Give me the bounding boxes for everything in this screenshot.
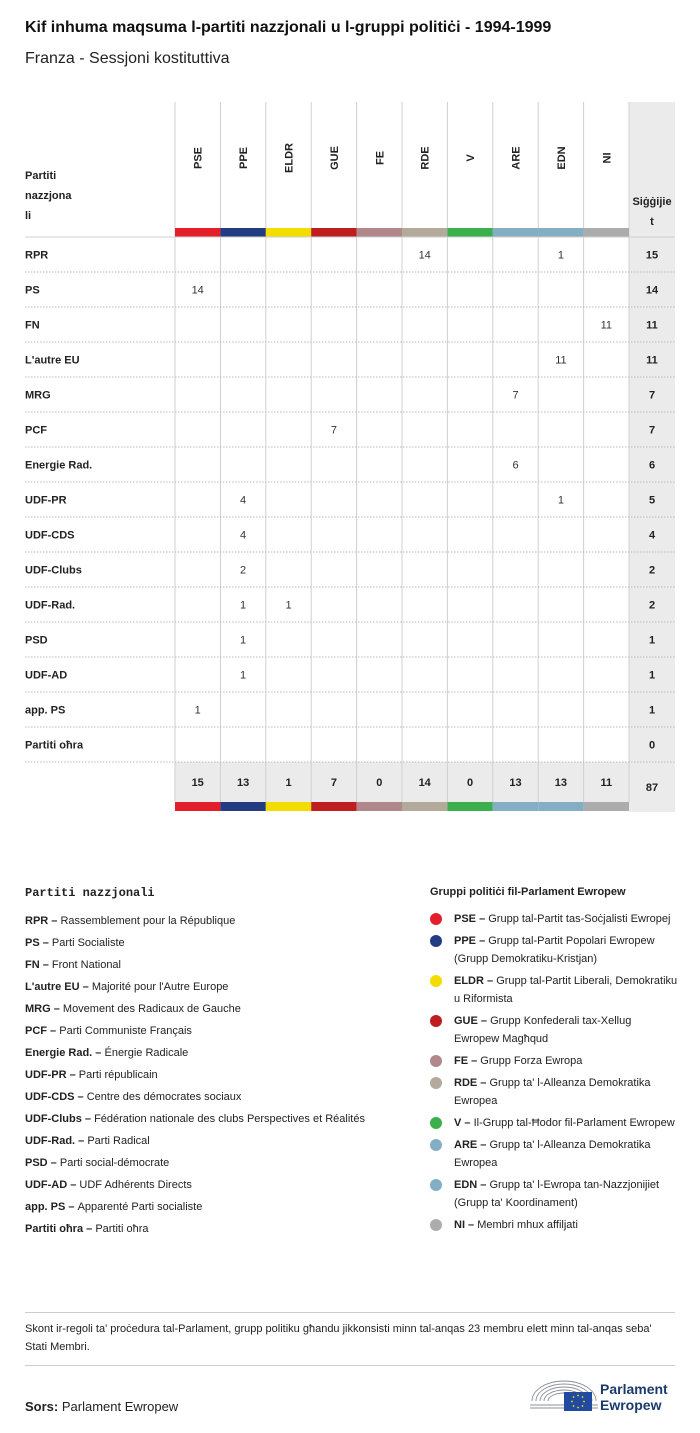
group-legend-name: Grupp tal-Partit Popolari Ewropew (Grupp Demokratiku-Kristjan)	[454, 935, 655, 965]
political-groups-legend	[430, 886, 678, 1238]
party-legend-code: Partiti oħra	[25, 1223, 84, 1235]
color-bar-edn	[538, 228, 583, 237]
row-header-label: li	[25, 210, 32, 222]
party-legend-name: Majorité pour l'Autre Europe	[91, 981, 229, 993]
color-bar-v	[447, 228, 492, 237]
group-color-dot	[430, 1139, 442, 1151]
column-header-fe: FE	[374, 150, 387, 166]
color-bar-fe	[357, 228, 402, 237]
total-header-label: Siġġijie	[632, 196, 672, 208]
group-legend-separator: –	[461, 1117, 474, 1129]
total-header-label: t	[650, 216, 654, 228]
row-total: 1	[648, 704, 656, 717]
group-color-dot	[430, 1117, 442, 1129]
column-header-eldr: ELDR	[283, 143, 296, 173]
color-bar-bottom-gue	[311, 802, 356, 811]
party-legend-separator: –	[50, 1003, 63, 1015]
party-legend-separator: –	[92, 1047, 105, 1059]
party-legend-separator: –	[75, 1135, 88, 1147]
column-header-are: ARE	[510, 146, 523, 170]
group-legend-name: Grupp Konfederali tax-Xellug Ewropew Magħqud	[454, 1015, 632, 1045]
group-legend-name: Grupp tal-Partit Liberali, Demokratiku u Riformista	[454, 975, 678, 1005]
party-legend-item	[25, 1154, 385, 1172]
source-text: Parlament Ewropew	[61, 1399, 179, 1414]
source-label: Sors:	[25, 1399, 59, 1414]
party-legend-separator: –	[39, 937, 52, 949]
group-legend-separator: –	[476, 913, 489, 925]
color-bar-bottom-edn	[538, 802, 583, 811]
column-header-gue: GUE	[328, 146, 341, 170]
cell-value: 1	[240, 669, 247, 682]
party-label: Energie Rad.	[25, 459, 93, 472]
party-legend-separator: –	[47, 1157, 60, 1169]
group-legend-name: Il-Grupp tal-Ħodor fil-Parlament Ewropew	[473, 1117, 675, 1129]
row-total: 2	[648, 599, 656, 612]
row-total: 1	[648, 634, 656, 647]
column-header-ppe: PPE	[238, 146, 251, 170]
column-total: 11	[600, 777, 613, 789]
party-legend-name: Parti Communiste Français	[59, 1025, 192, 1037]
row-total: 2	[648, 564, 656, 577]
divider	[25, 1365, 675, 1366]
color-bar-bottom-fe	[357, 802, 402, 811]
party-legend-item	[25, 1000, 385, 1018]
cell-value: 1	[240, 599, 247, 612]
cell-value: 7	[330, 424, 337, 437]
national-parties-legend	[25, 886, 385, 1242]
party-label: UDF-AD	[25, 669, 68, 682]
group-legend-separator: –	[465, 1219, 478, 1231]
party-legend-separator: –	[83, 1223, 96, 1235]
row-total: 15	[645, 249, 659, 262]
party-label: L'autre EU	[25, 354, 80, 367]
group-legend-name: Grupp Forza Ewropa	[480, 1055, 583, 1067]
party-label: UDF-Clubs	[25, 564, 82, 577]
row-total: 14	[645, 284, 659, 297]
color-bar-eldr	[266, 228, 311, 237]
column-header-rde: RDE	[419, 146, 432, 170]
row-header-label: Partiti	[25, 170, 57, 182]
group-legend-code: V	[454, 1117, 462, 1129]
column-total: 1	[285, 777, 292, 789]
party-label: UDF-Rad.	[25, 599, 76, 612]
page-subtitle: Franza - Sessjoni kostituttiva	[25, 50, 230, 67]
row-total: 11	[646, 319, 658, 332]
party-legend-name: Parti social-démocrate	[59, 1157, 170, 1169]
party-legend-code: FN	[25, 959, 40, 971]
group-legend-separator: –	[476, 935, 489, 947]
column-total: 7	[330, 777, 337, 789]
cell-value: 14	[191, 284, 204, 297]
party-legend-code: app. PS	[25, 1201, 66, 1213]
color-bar-ppe	[220, 228, 265, 237]
group-legend-code: PPE	[454, 935, 477, 947]
cell-value: 1	[557, 494, 564, 507]
group-legend-code: PSE	[454, 913, 477, 925]
group-legend-code: EDN	[454, 1179, 478, 1191]
group-color-dot	[430, 913, 442, 925]
party-label: PS	[25, 284, 40, 297]
cell-value: 11	[600, 319, 613, 332]
column-total: 13	[509, 777, 522, 789]
row-total: 7	[648, 424, 656, 437]
group-legend-item	[430, 932, 678, 968]
color-bar-are	[493, 228, 538, 237]
group-color-dot	[430, 1179, 442, 1191]
row-total: 11	[646, 354, 658, 367]
column-total: 0	[376, 777, 383, 789]
logo-line-1: Parlament	[600, 1381, 668, 1397]
party-legend-code: UDF-AD	[25, 1179, 68, 1191]
source	[25, 1399, 178, 1414]
party-legend-separator: –	[79, 981, 92, 993]
group-legend-code: GUE	[454, 1015, 478, 1027]
party-legend-code: Energie Rad.	[25, 1047, 93, 1059]
group-legend-code: ELDR	[454, 975, 484, 987]
logo-line-2: Ewropew	[600, 1397, 662, 1413]
group-legend-item	[430, 972, 678, 1008]
party-legend-code: L'autre EU	[25, 981, 80, 993]
group-legend-item	[430, 910, 678, 928]
group-legend-separator: –	[483, 975, 497, 987]
party-legend-name: Parti Socialiste	[51, 937, 125, 949]
column-total: 15	[191, 777, 204, 789]
national-parties-legend-heading: Partiti nazzjonali	[25, 886, 155, 900]
color-bar-bottom-ni	[584, 802, 629, 811]
party-legend-code: UDF-Clubs	[25, 1113, 82, 1125]
row-total: 4	[648, 529, 656, 542]
group-legend-name: Grupp ta' l-Ewropa tan-Nazzjonijiet (Grupp ta' Koordinament)	[454, 1179, 660, 1209]
group-legend-name: Grupp ta' l-Alleanza Demokratika Ewropea	[454, 1139, 651, 1169]
party-label: PCF	[25, 424, 47, 437]
party-label: Partiti oħra	[25, 739, 84, 752]
cell-value: 4	[240, 494, 247, 507]
party-legend-item	[25, 978, 385, 996]
group-legend-name: Grupp tal-Partit tas-Soċjalisti Ewropej	[488, 913, 671, 925]
party-label: RPR	[25, 249, 49, 262]
party-label: UDF-CDS	[25, 529, 75, 542]
column-header-v: V	[465, 154, 478, 162]
party-legend-code: PSD	[25, 1157, 48, 1169]
row-header-label: nazzjona	[25, 190, 72, 202]
cell-value: 7	[512, 389, 519, 402]
cell-value: 1	[240, 634, 247, 647]
party-legend-item	[25, 934, 385, 952]
group-color-dot	[430, 935, 442, 947]
party-legend-name: UDF Adhérents Directs	[79, 1179, 192, 1191]
party-legend-name: Movement des Radicaux de Gauche	[62, 1003, 241, 1015]
party-label: PSD	[25, 634, 48, 647]
cell-value: 1	[194, 704, 201, 717]
party-legend-code: UDF-Rad.	[25, 1135, 76, 1147]
group-color-dot	[430, 1055, 442, 1067]
row-total: 7	[648, 389, 656, 402]
group-legend-separator: –	[477, 1015, 491, 1027]
color-bar-bottom-are	[493, 802, 538, 811]
group-legend-code: ARE	[454, 1139, 478, 1151]
party-legend-name: Apparenté Parti socialiste	[77, 1201, 203, 1213]
party-legend-item	[25, 1220, 385, 1238]
group-legend-code: NI	[454, 1219, 465, 1231]
color-bar-bottom-pse	[175, 802, 220, 811]
divider	[25, 1312, 675, 1313]
party-legend-separator: –	[47, 1025, 60, 1037]
party-legend-code: PCF	[25, 1025, 47, 1037]
party-legend-name: Fédération nationale des clubs Perspectives et Réalités	[94, 1113, 365, 1125]
group-legend-item	[430, 1216, 678, 1234]
party-legend-item	[25, 956, 385, 974]
party-legend-name: Front National	[51, 959, 121, 971]
party-legend-name: Parti républicain	[78, 1069, 158, 1081]
party-label: FN	[25, 319, 40, 332]
row-total: 0	[648, 739, 656, 752]
party-legend-separator: –	[39, 959, 52, 971]
cell-value: 6	[512, 459, 519, 472]
party-legend-item	[25, 912, 385, 930]
group-legend-item	[430, 1012, 678, 1048]
row-total: 1	[648, 669, 656, 682]
party-label: app. PS	[25, 704, 66, 717]
group-legend-name: Grupp ta' l-Alleanza Demokratika Ewropea	[454, 1077, 651, 1107]
group-legend-item	[430, 1074, 678, 1110]
group-legend-code: RDE	[454, 1077, 478, 1089]
column-header-pse: PSE	[192, 146, 205, 170]
political-groups-legend-heading: Gruppi politiċi fil-Parlament Ewropew	[430, 886, 626, 898]
column-total: 0	[467, 777, 474, 789]
party-legend-separator: –	[74, 1091, 87, 1103]
cell-value: 11	[555, 354, 567, 367]
group-color-dot	[430, 1077, 442, 1089]
cell-value: 1	[557, 249, 564, 262]
party-legend-separator: –	[65, 1201, 78, 1213]
column-total: 13	[554, 777, 568, 789]
color-bar-gue	[311, 228, 356, 237]
grand-total: 87	[645, 782, 659, 794]
cell-value: 1	[285, 599, 292, 612]
row-total: 6	[648, 459, 656, 472]
party-legend-separator: –	[48, 915, 61, 927]
party-legend-item	[25, 1110, 385, 1128]
logo-wordmark	[600, 1381, 668, 1413]
party-legend-item	[25, 1132, 385, 1150]
color-bar-bottom-rde	[402, 802, 447, 811]
group-legend-item	[430, 1136, 678, 1172]
party-legend-item	[25, 1088, 385, 1106]
party-label: MRG	[25, 389, 51, 402]
party-legend-name: Partiti oħra	[95, 1223, 149, 1235]
cell-value: 14	[418, 249, 431, 262]
party-legend-name: Rassemblement pour la République	[60, 915, 236, 927]
page-title: Kif inhuma maqsuma l-partiti nazzjonali u l-gruppi politiċi - 1994-1999	[25, 19, 552, 36]
column-header-ni: NI	[601, 152, 614, 164]
party-legend-item	[25, 1044, 385, 1062]
party-legend-code: UDF-PR	[25, 1069, 67, 1081]
group-legend-item	[430, 1114, 678, 1132]
party-legend-code: UDF-CDS	[25, 1091, 75, 1103]
party-legend-item	[25, 1176, 385, 1194]
footnote: Skont ir-regoli ta' proċedura tal-Parlament, grupp politiku għandu jikkonsisti minn tal-anqas 23 membru elett minn tal-anqas seba' Stati Membri.	[25, 1323, 652, 1353]
party-legend-separator: –	[67, 1179, 80, 1191]
group-color-dot	[430, 1015, 442, 1027]
group-color-dot	[430, 975, 442, 987]
color-bar-bottom-v	[447, 802, 492, 811]
group-legend-item	[430, 1176, 678, 1212]
party-legend-item	[25, 1198, 385, 1216]
party-legend-item	[25, 1022, 385, 1040]
column-header-edn: EDN	[555, 146, 568, 170]
color-bar-bottom-eldr	[266, 802, 311, 811]
color-bar-pse	[175, 228, 220, 237]
group-legend-separator: –	[468, 1055, 481, 1067]
row-total: 5	[648, 494, 656, 507]
group-legend-separator: –	[477, 1139, 490, 1151]
party-legend-separator: –	[66, 1069, 79, 1081]
column-total: 13	[236, 777, 250, 789]
party-legend-item	[25, 1066, 385, 1084]
party-legend-name: Parti Radical	[87, 1135, 150, 1147]
group-legend-separator: –	[477, 1077, 490, 1089]
party-legend-code: RPR	[25, 915, 49, 927]
party-legend-name: Énergie Radicale	[104, 1047, 189, 1059]
color-bar-rde	[402, 228, 447, 237]
group-legend-code: FE	[454, 1055, 469, 1067]
party-legend-code: MRG	[25, 1003, 51, 1015]
group-legend-separator: –	[477, 1179, 490, 1191]
party-legend-code: PS	[25, 937, 40, 949]
group-legend-name: Membri mhux affiljati	[477, 1219, 578, 1231]
party-legend-separator: –	[81, 1113, 95, 1125]
group-color-dot	[430, 1219, 442, 1231]
column-total: 14	[418, 777, 431, 789]
color-bar-ni	[584, 228, 629, 237]
cell-value: 4	[240, 529, 247, 542]
party-legend-name: Centre des démocrates sociaux	[86, 1091, 242, 1103]
color-bar-bottom-ppe	[220, 802, 265, 811]
party-label: UDF-PR	[25, 494, 67, 507]
cell-value: 2	[240, 564, 247, 577]
group-legend-item	[430, 1052, 678, 1070]
